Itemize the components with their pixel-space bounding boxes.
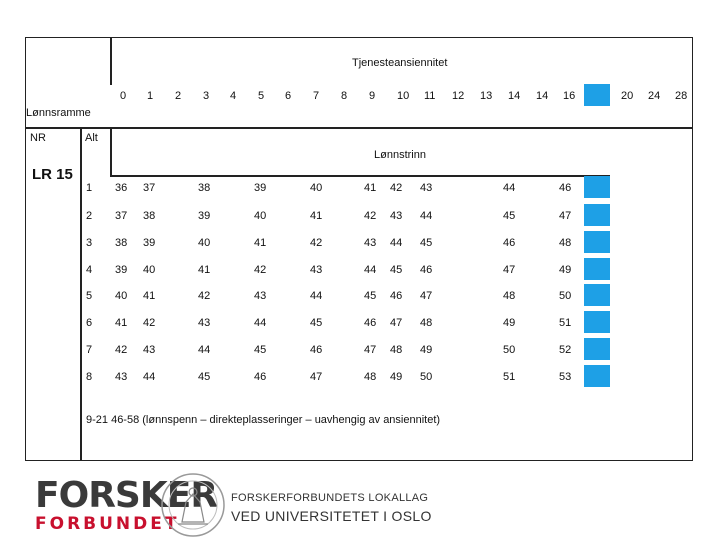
table-cell: 43 bbox=[115, 371, 128, 383]
year-header: 6 bbox=[285, 90, 292, 102]
year-header: 4 bbox=[230, 90, 237, 102]
table-cell: 38 bbox=[198, 182, 211, 194]
alt-cell: 4 bbox=[86, 264, 93, 276]
table-cell: 44 bbox=[143, 371, 156, 383]
year-header: 11 bbox=[424, 90, 436, 102]
table-cell: 47 bbox=[503, 264, 516, 276]
table-cell: 40 bbox=[310, 182, 323, 194]
table-cell: 48 bbox=[364, 371, 377, 383]
table-cell: 44 bbox=[503, 182, 516, 194]
table-cell: 47 bbox=[310, 371, 323, 383]
table-cell: 43 bbox=[390, 210, 403, 222]
table-cell: 39 bbox=[254, 182, 267, 194]
table-title: Tjenesteansiennitet bbox=[352, 57, 448, 69]
table-cell: 51 bbox=[559, 317, 572, 329]
table-cell: 40 bbox=[115, 290, 128, 302]
table-cell: 44 bbox=[390, 237, 403, 249]
lr-label: LR 15 bbox=[32, 166, 73, 183]
year-header: 20 bbox=[621, 90, 634, 102]
table-cell: 49 bbox=[420, 344, 433, 356]
year-header: 1 bbox=[147, 90, 154, 102]
table-cell: 49 bbox=[503, 317, 516, 329]
table-cell: 38 bbox=[115, 237, 128, 249]
table-cell: 42 bbox=[364, 210, 377, 222]
table-cell: 44 bbox=[310, 290, 323, 302]
table-cell: 41 bbox=[254, 237, 267, 249]
divider bbox=[25, 127, 693, 129]
table-cell: 45 bbox=[310, 317, 323, 329]
table-cell: 48 bbox=[503, 290, 516, 302]
table-cell: 42 bbox=[310, 237, 323, 249]
table-cell: 46 bbox=[364, 317, 377, 329]
alt-cell: 1 bbox=[86, 182, 93, 194]
table-cell: 41 bbox=[115, 317, 128, 329]
table-cell: 44 bbox=[420, 210, 433, 222]
alt-cell: 3 bbox=[86, 237, 93, 249]
table-cell: 42 bbox=[143, 317, 156, 329]
table-cell: 43 bbox=[198, 317, 211, 329]
table-cell: 38 bbox=[143, 210, 156, 222]
year-header: 24 bbox=[648, 90, 661, 102]
table-cell: 46 bbox=[310, 344, 323, 356]
table-cell: 47 bbox=[559, 210, 572, 222]
footer-line-1: FORSKERFORBUNDETS LOKALLAG bbox=[231, 492, 429, 504]
year-header: 8 bbox=[341, 90, 348, 102]
table-cell: 46 bbox=[390, 290, 403, 302]
table-cell: 42 bbox=[115, 344, 128, 356]
logo-bottom-text: FORBUNDET bbox=[35, 514, 180, 534]
year-header: 7 bbox=[313, 90, 320, 102]
table-cell: 42 bbox=[390, 182, 403, 194]
table-cell: 46 bbox=[254, 371, 267, 383]
divider bbox=[110, 127, 112, 175]
table-cell: 47 bbox=[364, 344, 377, 356]
table-cell: 41 bbox=[198, 264, 211, 276]
logo-top-text: FORSKER bbox=[35, 475, 218, 516]
year-header: 9 bbox=[369, 90, 376, 102]
table-cell: 45 bbox=[420, 237, 433, 249]
table-cell: 45 bbox=[503, 210, 516, 222]
table-cell: 51 bbox=[503, 371, 516, 383]
table-cell: 46 bbox=[503, 237, 516, 249]
table-cell: 44 bbox=[254, 317, 267, 329]
table-cell: 50 bbox=[559, 290, 572, 302]
alt-cell: 6 bbox=[86, 317, 93, 329]
year-header: 28 bbox=[675, 90, 688, 102]
table-cell: 47 bbox=[390, 317, 403, 329]
table-cell: 53 bbox=[559, 371, 572, 383]
table-cell: 37 bbox=[115, 210, 128, 222]
table-cell: 39 bbox=[198, 210, 211, 222]
table-cell: 50 bbox=[503, 344, 516, 356]
table-cell: 42 bbox=[254, 264, 267, 276]
table-cell: 43 bbox=[420, 182, 433, 194]
university-seal-icon bbox=[160, 472, 226, 538]
table-cell: 40 bbox=[254, 210, 267, 222]
table-cell: 49 bbox=[559, 264, 572, 276]
table-cell: 52 bbox=[559, 344, 572, 356]
table-cell: 45 bbox=[198, 371, 211, 383]
alt-cell: 2 bbox=[86, 210, 93, 222]
table-cell: 46 bbox=[559, 182, 572, 194]
table-cell: 37 bbox=[143, 182, 156, 194]
table-cell: 43 bbox=[364, 237, 377, 249]
divider bbox=[110, 175, 610, 177]
lonnsramme-label: Lønnsramme bbox=[26, 107, 91, 119]
year-header: 0 bbox=[120, 90, 127, 102]
note-text: 9-21 46-58 (lønnspenn – direkteplasseringer – uavhengig av ansiennitet) bbox=[86, 414, 441, 426]
divider bbox=[110, 37, 112, 85]
table-cell: 43 bbox=[310, 264, 323, 276]
table-cell: 49 bbox=[390, 371, 403, 383]
alt-cell: 8 bbox=[86, 371, 93, 383]
year-header: 10 bbox=[397, 90, 410, 102]
year-header: 16 bbox=[563, 90, 576, 102]
table-cell: 46 bbox=[420, 264, 433, 276]
table-cell: 43 bbox=[143, 344, 156, 356]
table-cell: 41 bbox=[310, 210, 323, 222]
table-cell: 44 bbox=[364, 264, 377, 276]
table-cell: 45 bbox=[364, 290, 377, 302]
table-cell: 41 bbox=[143, 290, 156, 302]
footer-line-2: VED UNIVERSITETET I OSLO bbox=[231, 508, 432, 524]
table-cell: 40 bbox=[198, 237, 211, 249]
year-header: 12 bbox=[452, 90, 465, 102]
year-header: 5 bbox=[258, 90, 265, 102]
lonnstrinn-label: Lønnstrinn bbox=[374, 149, 426, 161]
year-header: 13 bbox=[480, 90, 493, 102]
year-header: 3 bbox=[203, 90, 210, 102]
alt-label: Alt bbox=[85, 132, 98, 144]
table-cell: 48 bbox=[559, 237, 572, 249]
table-cell: 39 bbox=[143, 237, 156, 249]
table-cell: 48 bbox=[420, 317, 433, 329]
nr-label: NR bbox=[30, 132, 46, 144]
table-cell: 36 bbox=[115, 182, 128, 194]
year-header: 14 bbox=[508, 90, 521, 102]
divider bbox=[80, 127, 82, 461]
table-cell: 41 bbox=[364, 182, 377, 194]
table-cell: 50 bbox=[420, 371, 433, 383]
table-cell: 45 bbox=[254, 344, 267, 356]
table-cell: 39 bbox=[115, 264, 128, 276]
table-cell: 47 bbox=[420, 290, 433, 302]
year-header: 14 bbox=[536, 90, 549, 102]
table-cell: 42 bbox=[198, 290, 211, 302]
alt-cell: 7 bbox=[86, 344, 93, 356]
table-cell: 45 bbox=[390, 264, 403, 276]
table-cell: 44 bbox=[198, 344, 211, 356]
table-cell: 43 bbox=[254, 290, 267, 302]
alt-cell: 5 bbox=[86, 290, 93, 302]
table-cell: 40 bbox=[143, 264, 156, 276]
year-header: 2 bbox=[175, 90, 182, 102]
table-cell: 48 bbox=[390, 344, 403, 356]
highlight-column-header bbox=[584, 84, 610, 106]
